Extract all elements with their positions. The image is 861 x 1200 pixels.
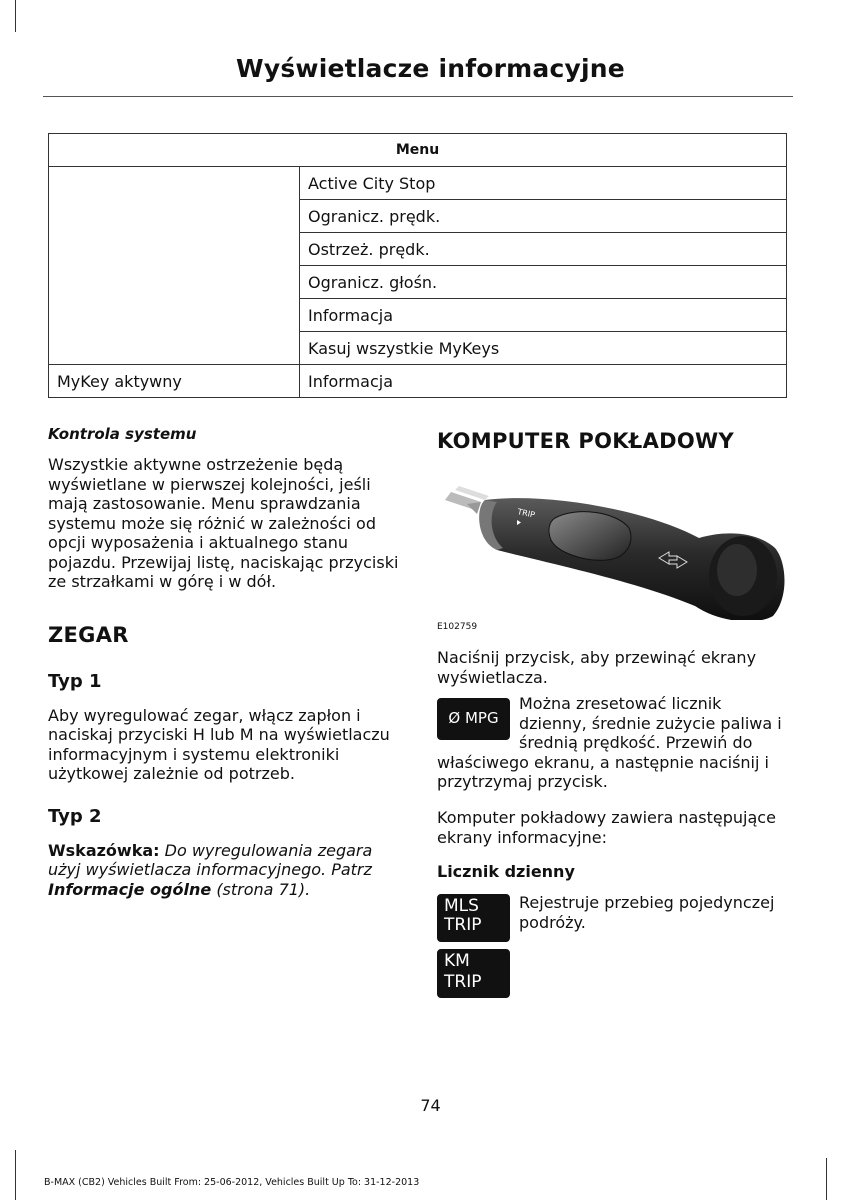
page-title: Wyświetlacze informacyjne xyxy=(236,54,625,83)
typ1-heading: Typ 1 xyxy=(48,670,102,692)
page-number: 74 xyxy=(420,1096,441,1115)
table-header: Menu xyxy=(49,134,787,167)
table-row xyxy=(49,365,787,398)
mls-badge-line2: TRIP xyxy=(444,915,482,935)
typ1-text: Aby wyregulować zegar, włącz zapłon i naciskaj przyciski H lub M na wyświetlaczu informacyjnym i systemu elektroniki użytkowej zależnie od potrzeb. xyxy=(48,705,390,783)
table-row xyxy=(49,266,787,299)
table-cell: Ostrzeż. prędk. xyxy=(300,233,787,266)
table-cell: Kasuj wszystkie MyKeys xyxy=(300,332,787,365)
table-cell: Ogranicz. głośn. xyxy=(300,266,787,299)
table-row xyxy=(49,332,787,365)
km-trip-badge xyxy=(437,949,510,998)
table-cell xyxy=(49,332,300,365)
menu-table xyxy=(48,133,787,398)
table-row xyxy=(49,200,787,233)
reset-text: Można zresetować licznik dzienny, średnie zużycie paliwa i średnią prędkość. Przewiń do właściwego ekranu, a następnie naciśnij i przytrzymaj przycisk. xyxy=(437,694,782,791)
right-column xyxy=(437,425,793,453)
kontrola-text: Wszystkie aktywne ostrzeżenie będą wyświetlane w pierwszej kolejności, jeśli mają zastosowanie. Menu sprawdzania systemu może się różnić w zależności od opcji wyposażenia i aktualnego stanu pojazdu. Przewijaj listę, naciskając przyciski ze strzałkami w górę i w dół. xyxy=(48,455,399,591)
table-row xyxy=(49,167,787,200)
note-page: (strona 71). xyxy=(216,879,311,899)
table-cell: Ogranicz. prędk. xyxy=(300,200,787,233)
badge-spacer xyxy=(437,694,519,750)
mls-trip-badge xyxy=(437,894,510,942)
table-cell xyxy=(49,266,300,299)
mpg-badge-label: Ø MPG xyxy=(448,709,499,727)
mls-badge-line1: MLS xyxy=(444,896,479,916)
table-cell: Active City Stop xyxy=(300,167,787,200)
table-cell: Informacja xyxy=(300,365,787,398)
note-text: Do wyregulowania zegara użyj wyświetlacza informacyjnego. Patrz xyxy=(48,840,373,879)
table-cell xyxy=(49,167,300,200)
figure-id: E102759 xyxy=(437,622,478,632)
table-row xyxy=(49,299,787,332)
note-label: Wskazówka: xyxy=(48,840,160,860)
licznik-heading: Licznik dzienny xyxy=(437,862,575,881)
table-row xyxy=(49,233,787,266)
note-link[interactable]: Informacje ogólne xyxy=(48,879,212,899)
table-header-row xyxy=(49,134,787,167)
kontrola-heading: Kontrola systemu xyxy=(48,425,197,443)
left-column xyxy=(48,425,404,899)
table-cell xyxy=(49,200,300,233)
table-cell xyxy=(49,299,300,332)
footer-text: B-MAX (CB2) Vehicles Built From: 25-06-2012, Vehicles Built Up To: 31-12-2013 xyxy=(44,1177,420,1188)
zegar-heading: ZEGAR xyxy=(48,622,129,647)
licznik-text: Rejestruje przebieg pojedynczej podróży. xyxy=(519,893,775,932)
trip-stalk-illustration xyxy=(437,470,793,620)
crop-mark-top-left xyxy=(15,0,16,32)
header-divider xyxy=(43,96,793,97)
reset-paragraph xyxy=(437,694,793,792)
komputer-heading: KOMPUTER POKŁADOWY xyxy=(437,429,734,453)
km-badge-line2: TRIP xyxy=(444,972,482,992)
table-cell xyxy=(49,233,300,266)
km-badge-line1: KM xyxy=(444,951,470,971)
typ2-heading: Typ 2 xyxy=(48,805,102,827)
crop-mark-bottom-right xyxy=(826,1158,827,1200)
press-text: Naciśnij przycisk, aby przewinąć ekrany wyświetlacza. xyxy=(437,648,757,687)
crop-mark-bottom-left xyxy=(15,1150,16,1200)
table-cell: Informacja xyxy=(300,299,787,332)
komputer-text: Komputer pokładowy zawiera następujące ekrany informacyjne: xyxy=(437,808,776,847)
stalk-trip-label: TRIP xyxy=(516,507,536,520)
note-paragraph xyxy=(48,841,404,900)
table-cell: MyKey aktywny xyxy=(49,365,300,398)
